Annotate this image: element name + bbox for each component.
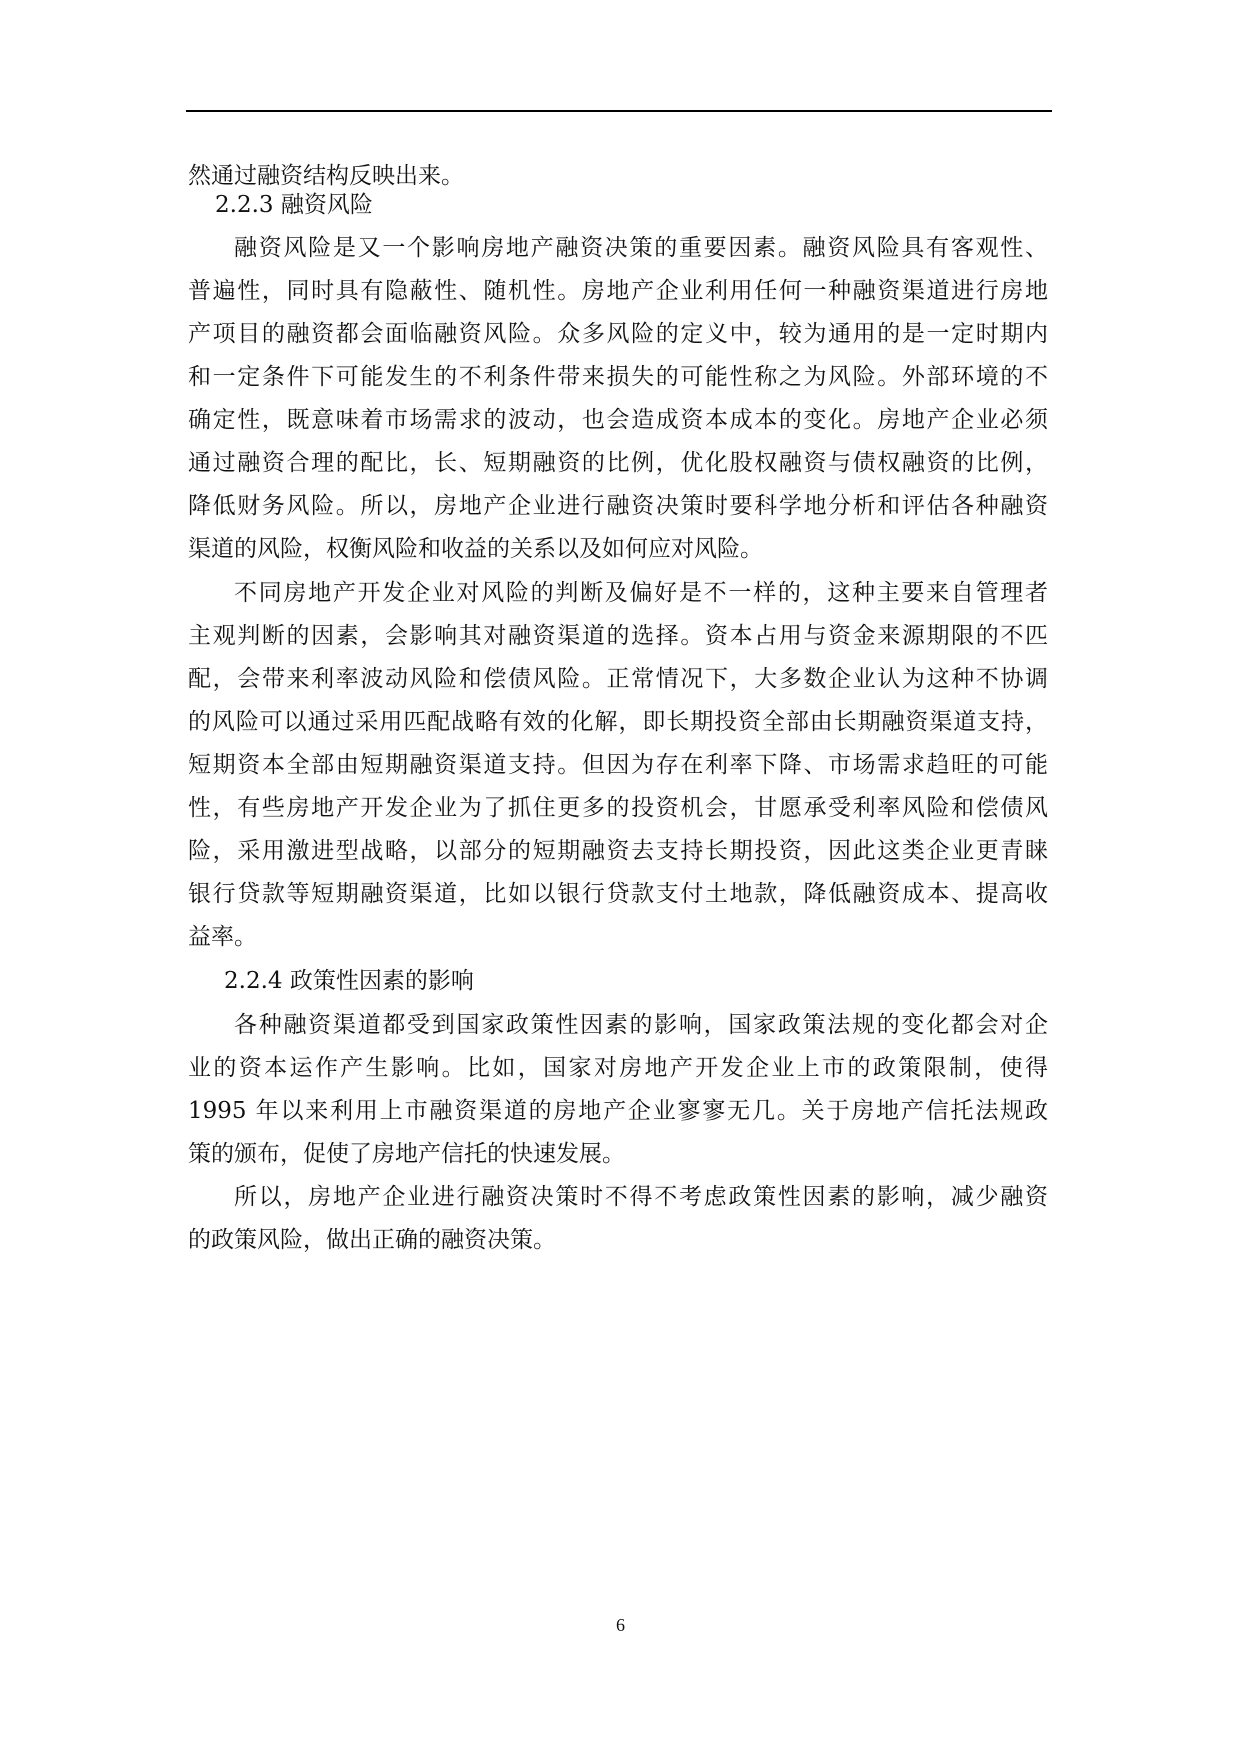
paragraph-line: 降低财务风险。所以，房地产企业进行融资决策时要科学地分析和评估各种融资 — [188, 493, 1048, 519]
paragraph-line: 不同房地产开发企业对风险的判断及偏好是不一样的，这种主要来自管理者 — [234, 580, 1048, 606]
section-heading-2-2-4: 2.2.4 政策性因素的影响 — [224, 968, 474, 994]
paragraph-line: 的风险可以通过采用匹配战略有效的化解，即长期投资全部由长期融资渠道支持， — [188, 709, 1048, 735]
paragraph-line: 和一定条件下可能发生的不利条件带来损失的可能性称之为风险。外部环境的不 — [188, 364, 1048, 390]
paragraph-line: 所以，房地产企业进行融资决策时不得不考虑政策性因素的影响，减少融资 — [234, 1184, 1048, 1210]
paragraph-line: 配，会带来利率波动风险和偿债风险。正常情况下，大多数企业认为这种不协调 — [188, 666, 1048, 692]
paragraph-line: 确定性，既意味着市场需求的波动，也会造成资本成本的变化。房地产企业必须 — [188, 407, 1048, 433]
continuation-line: 然通过融资结构反映出来。 — [188, 163, 464, 189]
paragraph-line: 融资风险是又一个影响房地产融资决策的重要因素。融资风险具有客观性、 — [234, 235, 1048, 261]
paragraph-line: 普遍性，同时具有隐蔽性、随机性。房地产企业利用任何一种融资渠道进行房地 — [188, 278, 1048, 304]
paragraph-line: 业的资本运作产生影响。比如，国家对房地产开发企业上市的政策限制，使得 — [188, 1055, 1048, 1081]
paragraph-line: 短期资本全部由短期融资渠道支持。但因为存在利率下降、市场需求趋旺的可能 — [188, 752, 1048, 778]
section-heading-2-2-3: 2.2.3 融资风险 — [215, 192, 373, 218]
paragraph-line: 险，采用激进型战略，以部分的短期融资去支持长期投资，因此这类企业更青睐 — [188, 838, 1048, 864]
page-number: 6 — [616, 1615, 625, 1635]
paragraph-line: 银行贷款等短期融资渠道，比如以银行贷款支付土地款，降低融资成本、提高收 — [188, 881, 1048, 907]
paragraph-line: 各种融资渠道都受到国家政策性因素的影响，国家政策法规的变化都会对企 — [234, 1012, 1048, 1038]
paragraph-line: 产项目的融资都会面临融资风险。众多风险的定义中，较为通用的是一定时期内 — [188, 321, 1048, 347]
paragraph-line: 渠道的风险，权衡风险和收益的关系以及如何应对风险。 — [188, 536, 763, 562]
header-rule — [186, 110, 1052, 112]
paragraph-line: 益率。 — [188, 924, 257, 950]
paragraph-line: 1995 年以来利用上市融资渠道的房地产企业寥寥无几。关于房地产信托法规政 — [188, 1098, 1048, 1124]
paragraph-line: 性，有些房地产开发企业为了抓住更多的投资机会，甘愿承受利率风险和偿债风 — [188, 795, 1048, 821]
paragraph-line: 策的颁布，促使了房地产信托的快速发展。 — [188, 1141, 625, 1167]
paragraph-line: 主观判断的因素，会影响其对融资渠道的选择。资本占用与资金来源期限的不匹 — [188, 623, 1048, 649]
paragraph-line: 的政策风险，做出正确的融资决策。 — [188, 1227, 556, 1253]
paragraph-line: 通过融资合理的配比，长、短期融资的比例，优化股权融资与债权融资的比例， — [188, 450, 1048, 476]
